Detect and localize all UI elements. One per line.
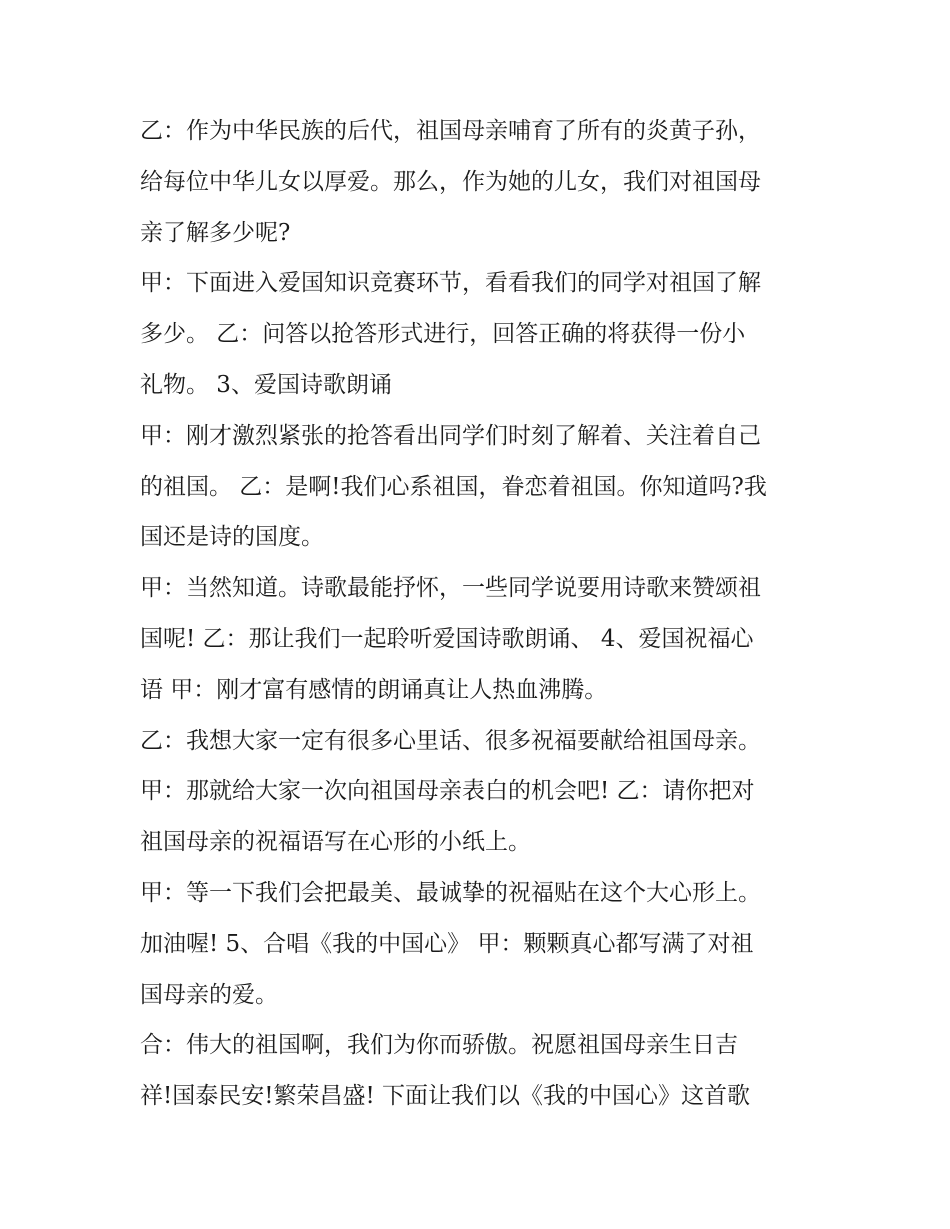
text-line: 祥!国泰民安!繁荣昌盛! 下面让我们以《我的中国心》这首歌 xyxy=(140,1083,751,1110)
text-line: 祖国母亲的祝福语写在心形的小纸上。 xyxy=(140,829,531,856)
text-line: 的祖国。 乙：是啊!我们心系祖国，眷恋着祖国。你知道吗?我 xyxy=(140,473,767,500)
text-line: 甲：那就给大家一次向祖国母亲表白的机会吧! 乙：请你把对 xyxy=(140,778,755,805)
document-body xyxy=(140,106,820,1122)
text-line: 乙：作为中华民族的后代，祖国母亲哺育了所有的炎黄子孙， xyxy=(140,118,761,144)
text-line: 加油喔! 5、合唱《我的中国心》 甲：颗颗真心都写满了对祖 xyxy=(140,930,754,957)
text-line: 合：伟大的祖国啊，我们为你而骄傲。祝愿祖国母亲生日吉 xyxy=(140,1032,738,1059)
text-line: 甲：等一下我们会把最美、最诚挚的祝福贴在这个大心形上。 xyxy=(140,879,761,906)
text-line: 国呢! 乙：那让我们一起聆听爱国诗歌朗诵、 4、爱国祝福心 xyxy=(140,625,754,652)
text-line: 国母亲的爱。 xyxy=(140,981,278,1008)
text-line: 亲了解多少呢? xyxy=(140,219,291,246)
text-line: 甲：下面进入爱国知识竞赛环节，看看我们的同学对祖国了解 xyxy=(140,270,761,297)
text-line: 乙：我想大家一定有很多心里话、很多祝福要献给祖国母亲。 xyxy=(140,727,761,754)
text-line: 给每位中华儿女以厚爱。那么，作为她的儿女，我们对祖国母 xyxy=(140,168,761,195)
text-line: 语 甲：刚才富有感情的朗诵真让人热血沸腾。 xyxy=(140,676,608,703)
text-line: 国还是诗的国度。 xyxy=(140,524,324,551)
text-line: 甲：刚才激烈紧张的抢答看出同学们时刻了解着、关注着自己 xyxy=(140,422,761,449)
text-line: 礼物。 3、爱国诗歌朗诵 xyxy=(140,371,392,398)
text-line: 甲：当然知道。诗歌最能抒怀，一些同学说要用诗歌来赞颂祖 xyxy=(140,575,761,602)
text-line: 多少。 乙：问答以抢答形式进行，回答正确的将获得一份小 xyxy=(140,321,746,348)
